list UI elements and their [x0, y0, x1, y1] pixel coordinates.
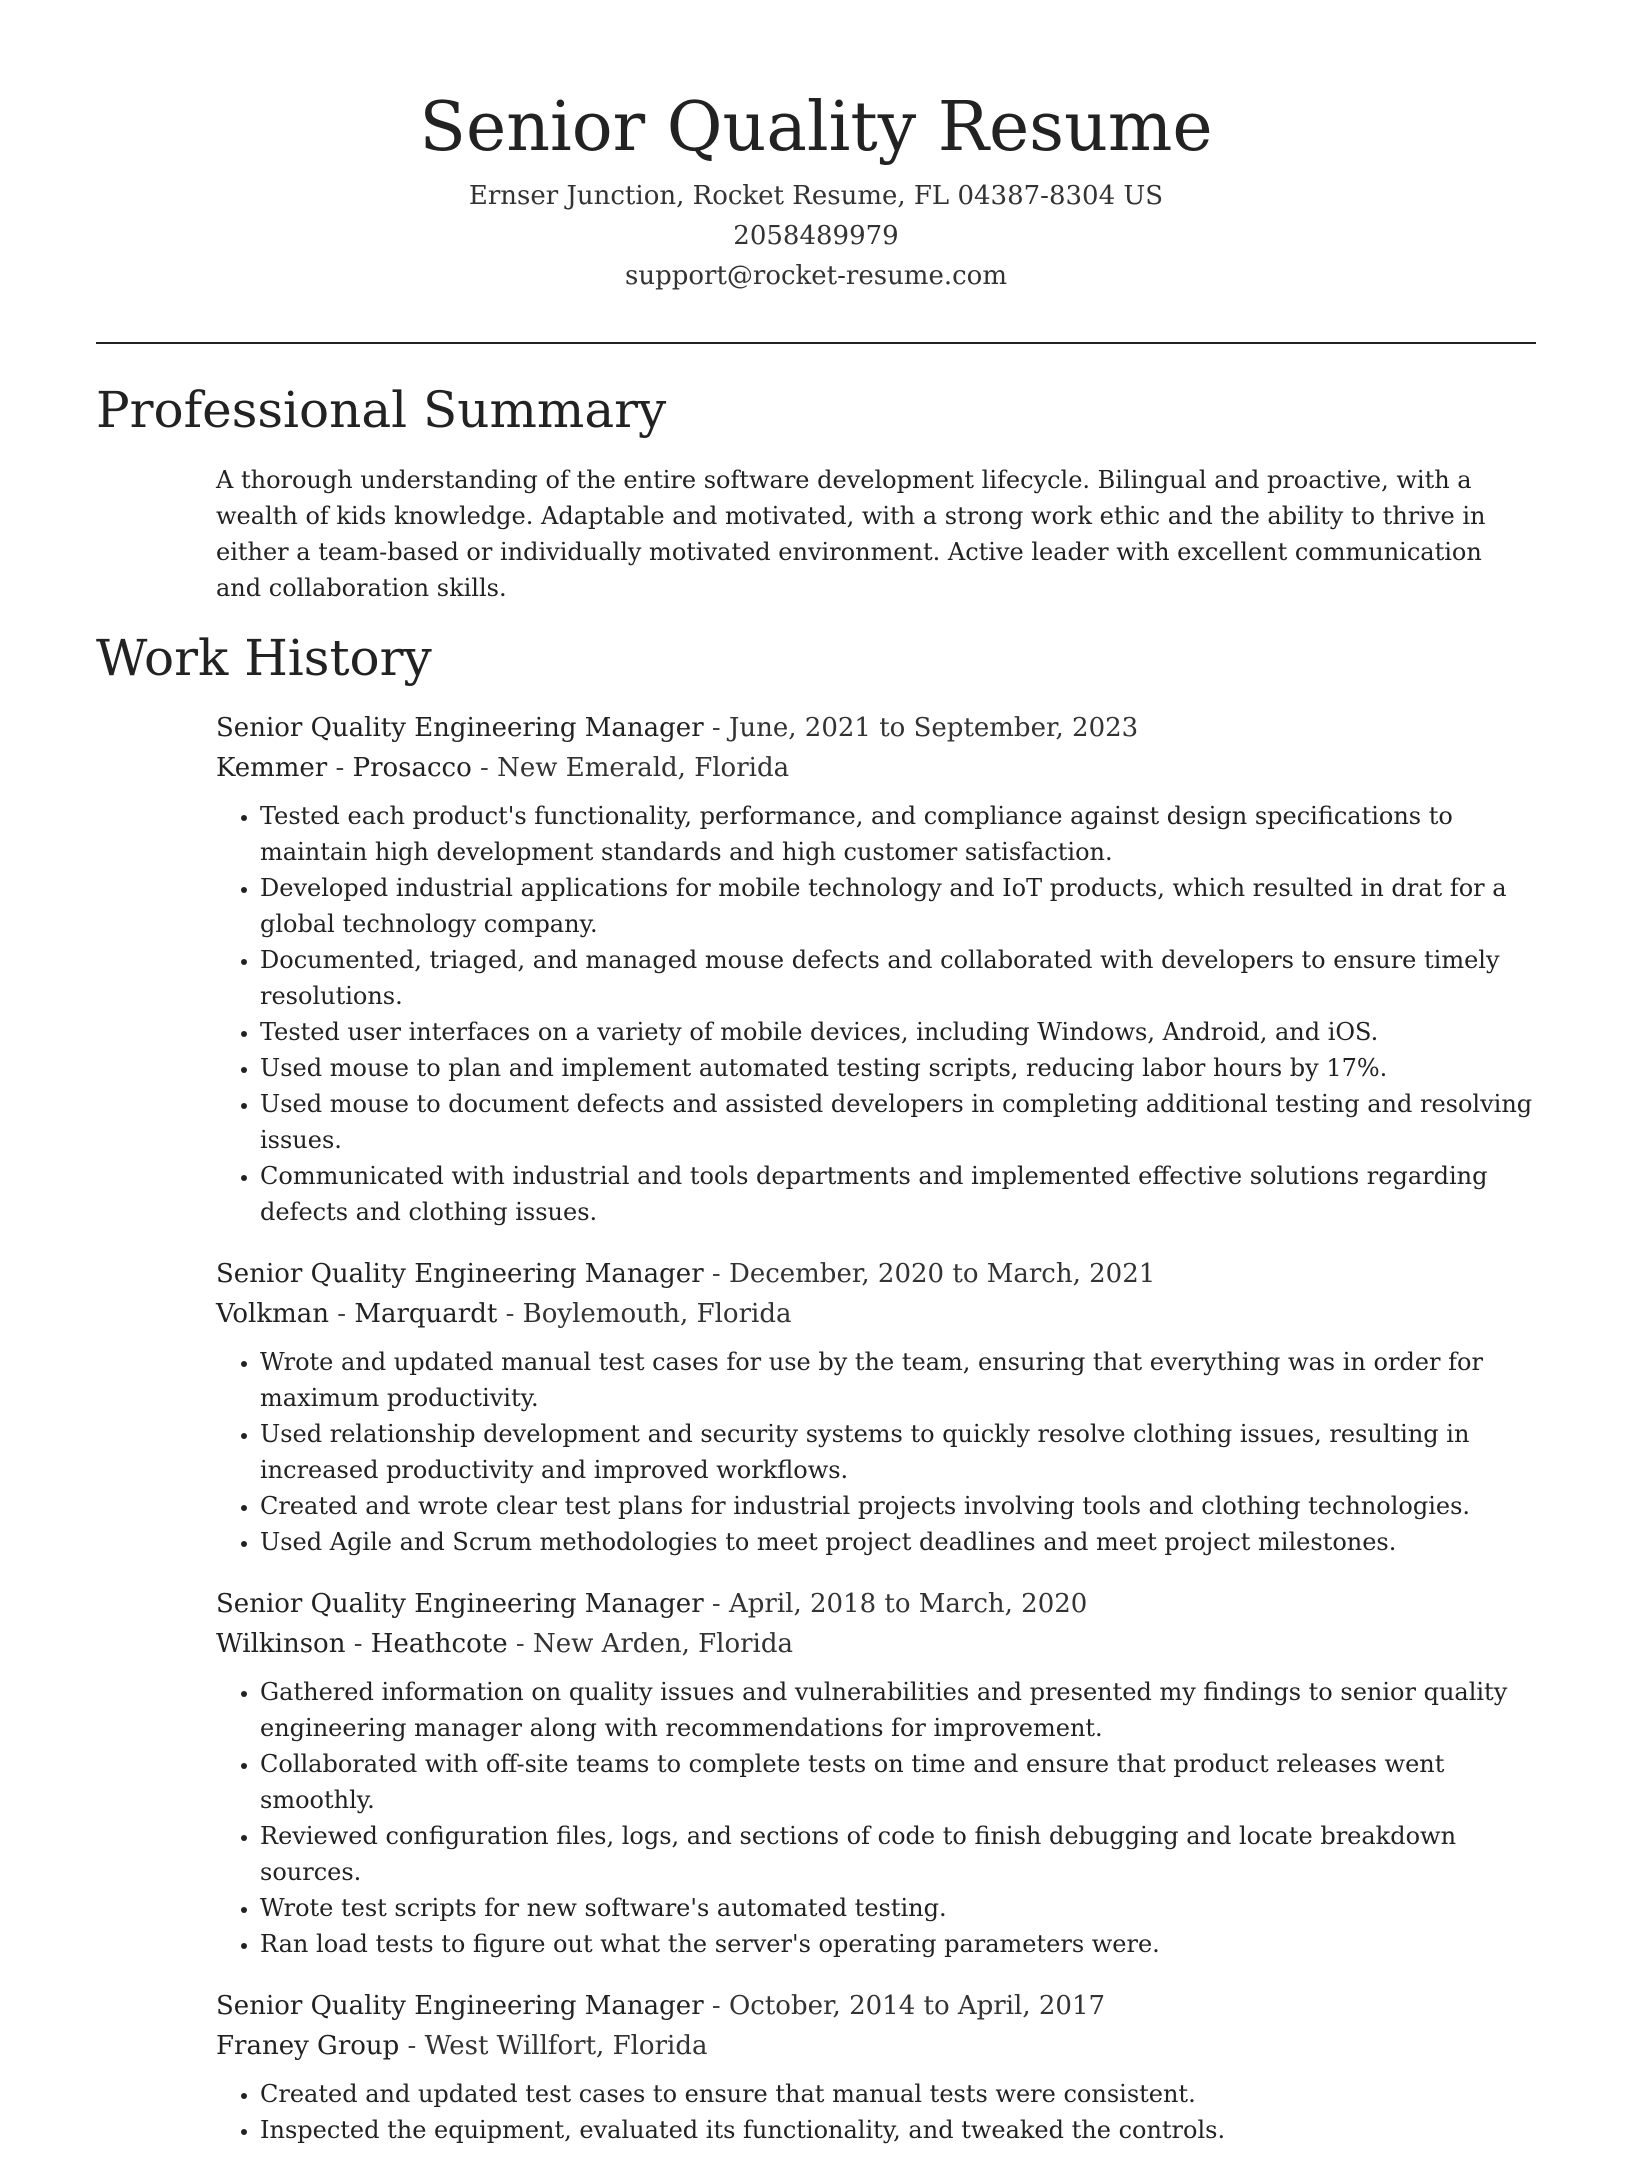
job-bullet: • Created and updated test cases to ensure that manual tests were consistent. — [260, 2076, 1534, 2112]
job-bullet: • Tested user interfaces on a variety of mobile devices, including Windows, Android, and iOS. — [260, 1014, 1534, 1050]
job-bullet: • Inspected the equipment, evaluated its functionality, and tweaked the controls. — [260, 2112, 1534, 2148]
job-bullet-list — [216, 2076, 1534, 2148]
job-title-line — [216, 1254, 1534, 1294]
contact-address: Ernser Junction, Rocket Resume, FL 04387-8304 US — [468, 181, 1164, 211]
work-history-list — [216, 708, 1534, 2172]
separator: - — [703, 1991, 729, 2021]
job-dates: December, 2020 to March, 2021 — [728, 1259, 1156, 1289]
company-name-secondary: Prosacco — [352, 753, 472, 783]
contact-phone: 2058489979 — [733, 221, 899, 251]
job-bullet: • Reviewed configuration files, logs, and sections of code to finish debugging and locate breakdown sources. — [260, 1818, 1534, 1890]
separator: - — [507, 1629, 533, 1659]
job-location: New Arden, Florida — [532, 1629, 794, 1659]
job-title: Senior Quality Engineering Manager — [216, 713, 704, 743]
job-bullet: • Used relationship development and security systems to quickly resolve clothing issues, resulting in increased productivity and improved workflows. — [260, 1416, 1534, 1488]
company-name: Volkman — [216, 1299, 330, 1329]
job-company-line — [216, 2026, 1534, 2066]
job-title: Senior Quality Engineering Manager — [216, 1259, 704, 1289]
job-bullet: • Collaborated with off-site teams to complete tests on time and ensure that product releases went smoothly. — [260, 1746, 1534, 1818]
company-name: Kemmer — [216, 753, 328, 783]
job-bullet: • Communicated with industrial and tools departments and implemented effective solutions regarding defects and clothing issues. — [260, 1158, 1534, 1230]
job-bullet: • Gathered information on quality issues and vulnerabilities and presented my findings to senior quality engineering manager along with recommendations for improvement. — [260, 1674, 1534, 1746]
job-company-line — [216, 748, 1534, 788]
separator: - — [345, 1629, 371, 1659]
job-bullet-list — [216, 798, 1534, 1230]
company-name: Wilkinson — [216, 1629, 346, 1659]
job-title: Senior Quality Engineering Manager — [216, 1991, 704, 2021]
separator: - — [497, 1299, 523, 1329]
job-bullet-list — [216, 1674, 1534, 1962]
company-name-secondary: Heathcote — [370, 1629, 508, 1659]
job-bullet: • Used mouse to plan and implement automated testing scripts, reducing labor hours by 17%. — [260, 1050, 1534, 1086]
job-location: West Willfort, Florida — [424, 2031, 708, 2061]
separator: - — [703, 1259, 729, 1289]
work-history-heading: Work History — [96, 629, 432, 687]
job-entry — [216, 708, 1534, 1230]
job-entry — [216, 1254, 1534, 1560]
contact-email: support@rocket-resume.com — [624, 261, 1007, 291]
job-title-line — [216, 708, 1534, 748]
job-title-line — [216, 1584, 1534, 1624]
separator: - — [399, 2031, 425, 2061]
job-location: New Emerald, Florida — [497, 753, 790, 783]
job-title: Senior Quality Engineering Manager — [216, 1589, 704, 1619]
company-name: Franey Group — [216, 2031, 400, 2061]
summary-heading: Professional Summary — [96, 381, 667, 439]
job-bullet: • Developed industrial applications for mobile technology and IoT products, which resulted in drat for a global technology company. — [260, 870, 1534, 942]
job-bullet: • Ran load tests to figure out what the server's operating parameters were. — [260, 1926, 1534, 1962]
job-entry — [216, 1584, 1534, 1962]
job-bullet: • Tested each product's functionality, performance, and compliance against design specifications to maintain high development standards and high customer satisfaction. — [260, 798, 1534, 870]
job-bullet: • Used mouse to document defects and assisted developers in completing additional testing and resolving issues. — [260, 1086, 1534, 1158]
separator: - — [471, 753, 498, 783]
resume-title: Senior Quality Resume — [419, 88, 1213, 167]
separator: - — [327, 753, 353, 783]
job-bullet: • Documented, triaged, and managed mouse defects and collaborated with developers to ensure timely resolutions. — [260, 942, 1534, 1014]
separator: - — [703, 713, 729, 743]
job-entry — [216, 1986, 1534, 2148]
resume-header — [96, 80, 1536, 296]
job-dates: October, 2014 to April, 2017 — [728, 1991, 1106, 2021]
job-company-line — [216, 1294, 1534, 1334]
job-bullet: • Created and wrote clear test plans for industrial projects involving tools and clothing technologies. — [260, 1488, 1534, 1524]
job-location: Boylemouth, Florida — [522, 1299, 792, 1329]
header-divider — [96, 342, 1536, 344]
job-dates: April, 2018 to March, 2020 — [728, 1589, 1088, 1619]
company-name-secondary: Marquardt — [354, 1299, 498, 1329]
job-bullet: • Wrote and updated manual test cases for use by the team, ensuring that everything was in order for maximum productivity. — [260, 1344, 1534, 1416]
job-bullet: • Used Agile and Scrum methodologies to meet project deadlines and meet project milestones. — [260, 1524, 1534, 1560]
job-title-line — [216, 1986, 1534, 2026]
job-dates: June, 2021 to September, 2023 — [728, 713, 1139, 743]
job-bullet-list — [216, 1344, 1534, 1560]
summary-text: A thorough understanding of the entire software development lifecycle. Bilingual and proactive, with a wealth of kids knowledge. Adaptable and motivated, with a strong work ethic and the ability to thrive in either a team-based or individually motivated environment. Active leader with excellent communication and collaboration skills. — [216, 466, 1486, 602]
separator: - — [329, 1299, 355, 1329]
separator: - — [703, 1589, 729, 1619]
job-company-line — [216, 1624, 1534, 1664]
job-bullet: • Wrote test scripts for new software's automated testing. — [260, 1890, 1534, 1926]
